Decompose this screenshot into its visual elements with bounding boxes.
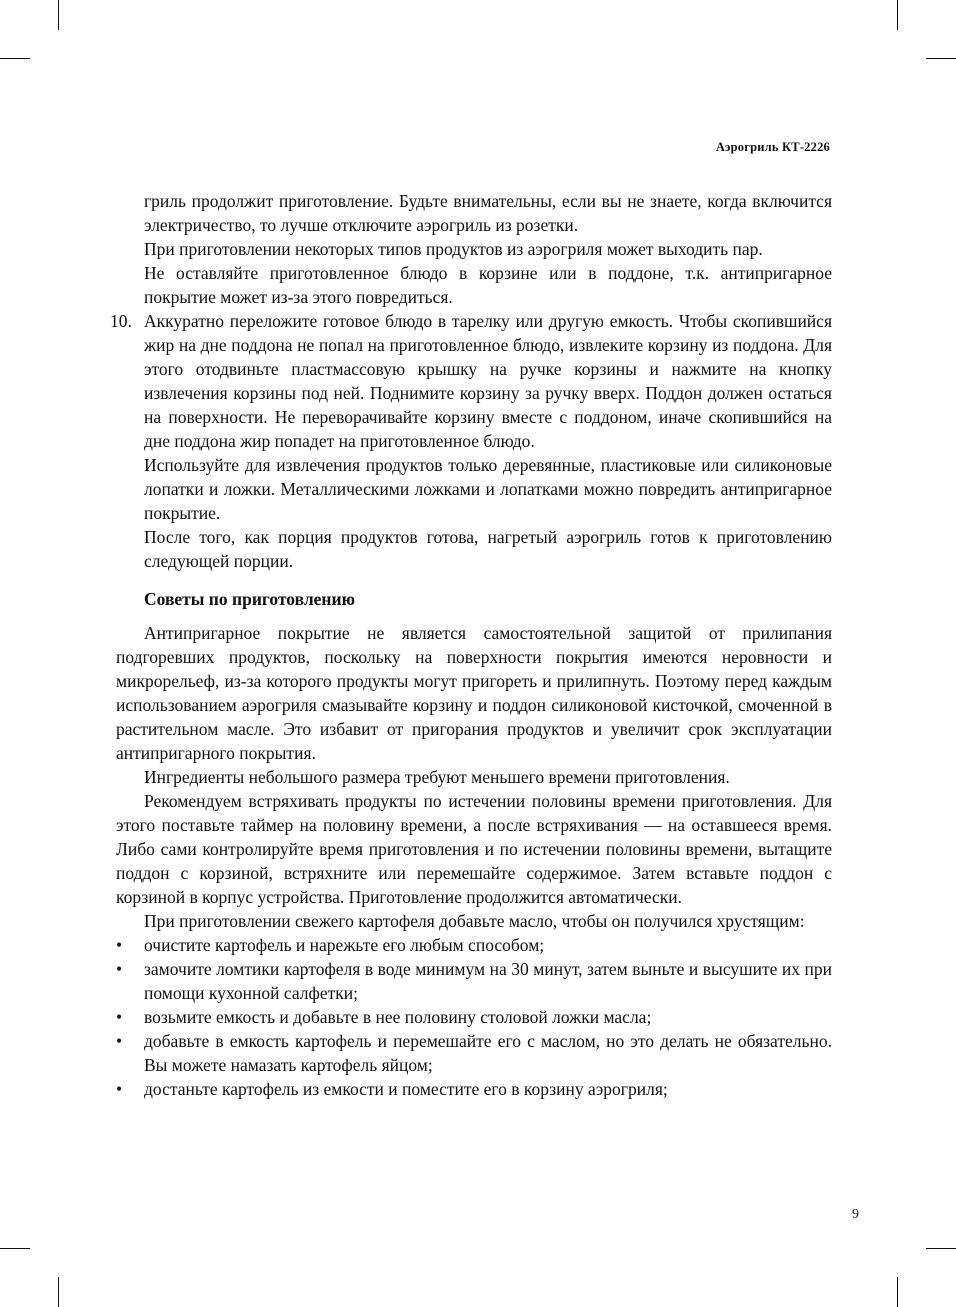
list-item	[116, 957, 832, 1005]
crop-mark-bottom-left-vertical	[58, 1277, 59, 1307]
list-item	[116, 1005, 832, 1029]
crop-mark-top-left-vertical	[58, 0, 59, 30]
step-10-paragraph: После того, как порция продуктов готова, нагретый аэрогриль готов к приготовлению следующей порции.	[144, 527, 832, 571]
step-10-paragraph: Аккуратно переложите готовое блюдо в тарелку или другую емкость. Чтобы скопившийся жир на дне поддона не попал на приготовленное блюдо, извлеките корзину из поддона. Для этого отодвиньте пластмассовую крышку на ручке корзины и нажмите на кнопку извлечения корзины под ней. Поднимите корзину за ручку вверх. Поддон должен остаться на поверхности. Не переворачивайте корзину вместе с поддоном, иначе скопившийся на дне поддона жир попадет на приготовленное блюдо.	[144, 311, 832, 451]
continuation-paragraph: При приготовлении некоторых типов продуктов из аэрогриля может выходить пар.	[144, 239, 763, 259]
crop-mark-bottom-right-horizontal	[926, 1248, 956, 1249]
running-header: Аэрогриль КТ-2226	[715, 140, 830, 154]
page-body	[110, 189, 832, 1101]
bullet-marker: •	[116, 1079, 123, 1099]
list-item-text: достаньте картофель из емкости и поместите его в корзину аэрогриля;	[144, 1079, 668, 1099]
tips-paragraph: Рекомендуем встряхивать продукты по истечении половины времени приготовления. Для этого поставьте таймер на половину времени, а после встряхивания — на оставшееся время. Либо сами контролируйте время приготовления и по истечении половины времени, вытащите поддон с корзиной, встряхните или перемешайте содержимое. Затем вставьте поддон с корзиной в корпус устройства. Приготовление продолжится автоматически.	[116, 791, 832, 907]
bullet-marker: •	[116, 1007, 123, 1027]
crop-mark-bottom-right-vertical	[897, 1277, 898, 1307]
list-item	[116, 1077, 832, 1101]
bullet-marker: •	[116, 935, 123, 955]
continuation-paragraph: гриль продолжит приготовление. Будьте внимательны, если вы не знаете, когда включится электричество, то лучше отключите аэрогриль из розетки.	[144, 191, 832, 235]
list-item	[116, 1029, 832, 1077]
step-number: 10.	[110, 311, 132, 331]
step-10	[110, 309, 832, 573]
crop-mark-top-right-vertical	[897, 0, 898, 30]
list-item-text: добавьте в емкость картофель и перемешайте его с маслом, но это делать не обязательно. Вы можете намазать картофель яйцом;	[144, 1031, 832, 1075]
list-item-text: возьмите емкость и добавьте в нее половину столовой ложки масла;	[144, 1007, 652, 1027]
section-title: Советы по приготовлению	[144, 589, 355, 609]
tips-paragraph: При приготовлении свежего картофеля добавьте масло, чтобы он получился хрустящим:	[144, 911, 805, 931]
continuation-paragraph: Не оставляйте приготовленное блюдо в корзине или в поддоне, т.к. антипригарное покрытие может из-за этого повредиться.	[144, 263, 832, 307]
step-10-paragraph: Используйте для извлечения продуктов только деревянные, пластиковые или силиконовые лопатки и ложки. Металлическими ложками и лопатками можно повредить антипригарное покрытие.	[144, 455, 832, 523]
list-item-text: очистите картофель и нарежьте его любым способом;	[144, 935, 545, 955]
crop-mark-bottom-left-horizontal	[0, 1248, 30, 1249]
bullet-marker: •	[116, 959, 123, 979]
crop-mark-top-left-horizontal	[0, 58, 30, 59]
list-item	[116, 933, 832, 957]
tips-paragraph: Антипригарное покрытие не является самостоятельной защитой от прилипания подгоревших продуктов, поскольку на поверхности покрытия имеются неровности и микрорельеф, из-за которого продукты могут пригореть и прилипнуть. Поэтому перед каждым использованием аэрогриля смазывайте корзину и поддон силиконовой кисточкой, смоченной в растительном масле. Это избавит от пригорания продуктов и увеличит срок эксплуатации антипригарного покрытия.	[116, 623, 832, 763]
crop-mark-top-right-horizontal	[926, 58, 956, 59]
list-item-text: замочите ломтики картофеля в воде минимум на 30 минут, затем выньте и высушите их при помощи кухонной салфетки;	[144, 959, 832, 1003]
tips-paragraph: Ингредиенты небольшого размера требуют меньшего времени приготовления.	[144, 767, 730, 787]
page-number: 9	[852, 1207, 859, 1222]
bullet-marker: •	[116, 1031, 123, 1051]
